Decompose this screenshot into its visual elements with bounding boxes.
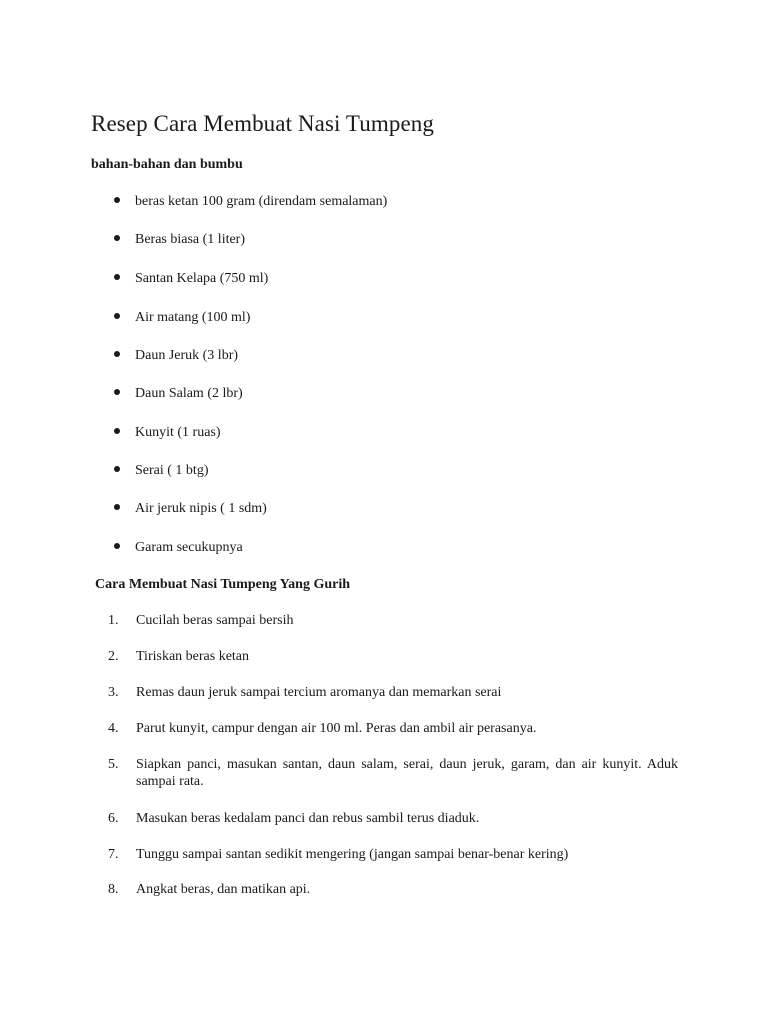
step-item (108, 846, 678, 863)
step-item (108, 720, 678, 737)
step-number: 2. (108, 649, 119, 664)
ingredient-item (114, 385, 243, 403)
step-number: 5. (108, 757, 119, 772)
steps-heading: Cara Membuat Nasi Tumpeng Yang Gurih (95, 577, 351, 592)
step-number: 6. (108, 811, 119, 826)
step-number: 3. (108, 685, 119, 700)
step-text: Remas daun jeruk sampai tercium aromanya dan memarkan serai (136, 685, 502, 700)
bullet-icon (114, 389, 120, 395)
bullet-icon (114, 504, 120, 510)
step-text: Cucilah beras sampai bersih (136, 613, 294, 628)
bullet-icon (114, 428, 120, 434)
ingredient-text: Air matang (100 ml) (135, 310, 251, 325)
step-number: 8. (108, 882, 119, 897)
bullet-icon (114, 197, 120, 203)
ingredient-item (114, 462, 208, 480)
ingredient-text: Daun Jeruk (3 lbr) (135, 348, 239, 363)
ingredient-text: Santan Kelapa (750 ml) (135, 271, 269, 286)
ingredient-item (114, 424, 221, 442)
step-item (108, 810, 678, 827)
ingredient-text: Daun Salam (2 lbr) (135, 386, 243, 401)
step-number: 1. (108, 613, 119, 628)
step-text: Tunggu sampai santan sedikit mengering (jangan sampai benar-benar kering) (136, 847, 569, 862)
step-text: Siapkan panci, masukan santan, daun salam, serai, daun jeruk, garam, dan air kunyit. Aduk sampai rata. (136, 757, 678, 789)
bullet-icon (114, 274, 120, 280)
ingredient-text: Serai ( 1 btg) (135, 463, 209, 478)
ingredient-item (114, 347, 238, 365)
step-number: 4. (108, 721, 119, 736)
bullet-icon (114, 351, 120, 357)
ingredients-heading: bahan-bahan dan bumbu (91, 157, 243, 172)
bullet-icon (114, 466, 120, 472)
ingredient-item (114, 193, 387, 211)
ingredient-item (114, 309, 250, 327)
step-text: Angkat beras, dan matikan api. (136, 882, 311, 897)
step-text: Tiriskan beras ketan (136, 649, 250, 664)
bullet-icon (114, 313, 120, 319)
step-text: Masukan beras kedalam panci dan rebus sambil terus diaduk. (136, 811, 480, 826)
ingredient-item (114, 539, 243, 557)
ingredient-text: Garam secukupnya (135, 540, 243, 555)
ingredient-text: beras ketan 100 gram (direndam semalaman) (135, 194, 388, 209)
bullet-icon (114, 543, 120, 549)
step-text: Parut kunyit, campur dengan air 100 ml. Peras dan ambil air perasanya. (136, 721, 537, 736)
step-item (108, 756, 678, 790)
step-item (108, 684, 678, 701)
ingredient-text: Beras biasa (1 liter) (135, 232, 246, 247)
ingredient-item (114, 500, 267, 518)
step-item (108, 612, 678, 629)
ingredient-item (114, 231, 245, 249)
step-number: 7. (108, 847, 119, 862)
step-item (108, 881, 678, 898)
ingredient-text: Air jeruk nipis ( 1 sdm) (135, 501, 267, 516)
document-title: Resep Cara Membuat Nasi Tumpeng (91, 111, 434, 136)
bullet-icon (114, 235, 120, 241)
step-item (108, 648, 678, 665)
ingredient-item (114, 270, 268, 288)
ingredient-text: Kunyit (1 ruas) (135, 425, 221, 440)
